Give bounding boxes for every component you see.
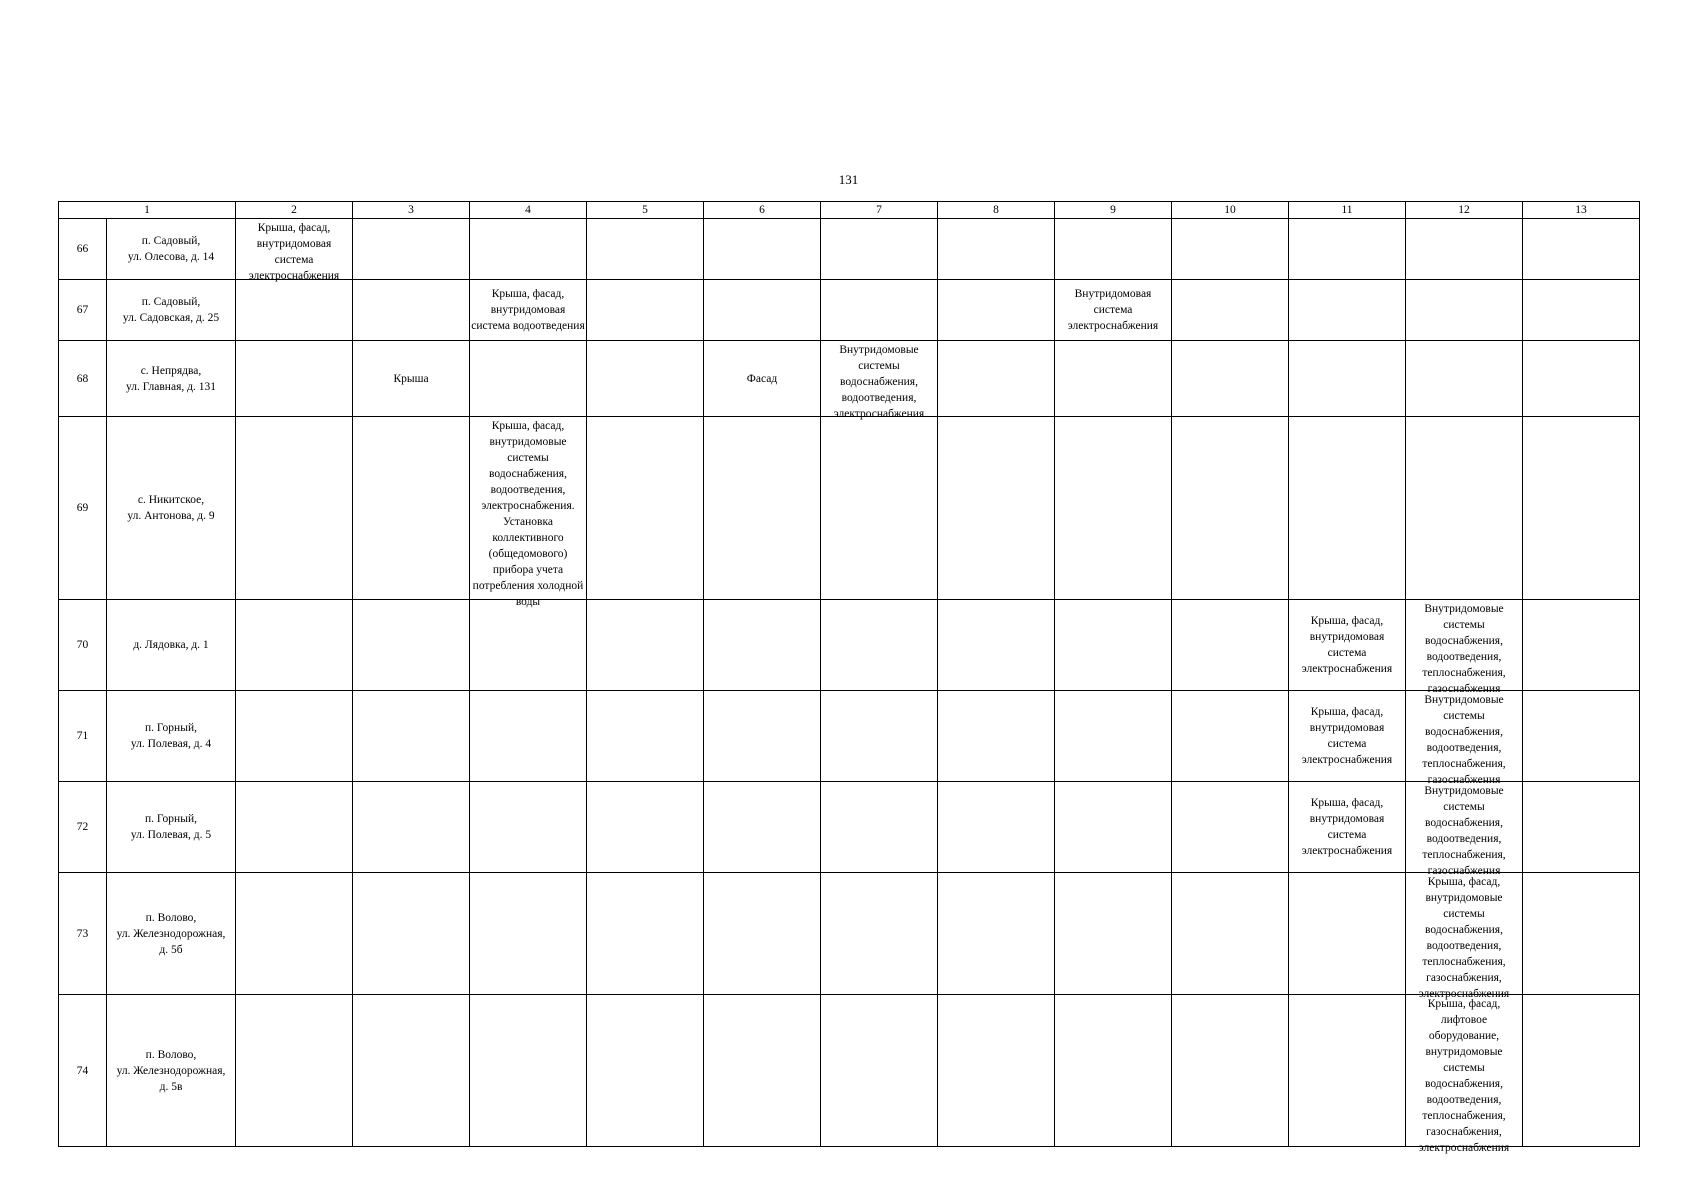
work-cell <box>1172 873 1289 995</box>
address-cell: с. Никитское, ул. Антонова, д. 9 <box>107 417 236 600</box>
work-cell <box>1523 600 1640 691</box>
table-row <box>59 417 1640 600</box>
column-header: 11 <box>1289 202 1406 219</box>
work-cell <box>587 995 704 1147</box>
row-number: 70 <box>59 600 107 691</box>
work-cell <box>587 782 704 873</box>
work-cell <box>1406 782 1523 877</box>
work-cell <box>1406 873 1523 1000</box>
work-cell <box>821 873 938 995</box>
column-header: 9 <box>1055 202 1172 219</box>
work-text: Фасад <box>746 372 778 385</box>
table-row <box>59 873 1640 995</box>
work-cell <box>704 691 821 782</box>
work-cell <box>938 219 1055 280</box>
table-row <box>59 782 1640 873</box>
column-header: 4 <box>470 202 587 219</box>
work-cell <box>821 280 938 341</box>
work-cell <box>938 691 1055 782</box>
work-cell <box>938 280 1055 341</box>
work-text: Внутридомовая система электроснабжения <box>1067 288 1159 332</box>
work-text: Крыша, фасад, внутридомовая система электроснабжения <box>1301 615 1393 675</box>
row-number: 66 <box>59 219 107 280</box>
work-cell <box>704 280 821 341</box>
work-cell <box>1055 280 1172 341</box>
work-text: Крыша, фасад, лифтовое оборудование, внутридомовые системы водоснабжения, водоотведения, теплоснабжения, газоснабжения, электроснабжения <box>1418 997 1510 1154</box>
work-text: Крыша, фасад, внутридомовая система электроснабжения <box>1301 706 1393 766</box>
page-number: 131 <box>838 172 859 187</box>
work-cell <box>236 691 353 782</box>
work-cell <box>821 417 938 600</box>
work-cell <box>353 417 470 600</box>
work-text: Крыша, фасад, внутридомовые системы водоснабжения, водоотведения, электроснабжения. Установка коллективного (общедомового) прибора учета потребления холодной воды <box>472 419 584 608</box>
work-text: Крыша <box>393 372 429 385</box>
work-cell <box>1406 280 1523 341</box>
header-row <box>59 202 1640 219</box>
work-cell <box>470 417 587 608</box>
column-header: 12 <box>1406 202 1523 219</box>
work-cell <box>470 782 587 873</box>
work-cell <box>1523 691 1640 782</box>
work-cell <box>1289 219 1406 280</box>
address-cell: с. Непрядва, ул. Главная, д. 131 <box>107 341 236 417</box>
work-cell <box>821 782 938 873</box>
work-cell <box>704 873 821 995</box>
column-header: 10 <box>1172 202 1289 219</box>
work-cell <box>821 995 938 1147</box>
work-cell <box>587 691 704 782</box>
work-cell <box>470 691 587 782</box>
work-cell <box>1289 995 1406 1147</box>
work-text: Крыша, фасад, внутридомовые системы водоснабжения, водоотведения, теплоснабжения, газоснабжения, электроснабжения <box>1418 875 1510 1000</box>
work-text: Крыша, фасад, внутридомовая система водоотведения <box>471 288 585 332</box>
row-number: 71 <box>59 691 107 782</box>
work-cell <box>1523 782 1640 873</box>
work-cell <box>938 417 1055 600</box>
repair-schedule-table <box>58 201 1640 1154</box>
work-cell <box>938 873 1055 995</box>
work-cell <box>938 995 1055 1147</box>
work-cell <box>1172 341 1289 417</box>
work-cell <box>236 219 353 280</box>
work-cell <box>938 341 1055 417</box>
work-cell <box>1523 280 1640 341</box>
work-cell <box>353 691 470 782</box>
work-cell <box>353 219 470 280</box>
work-cell <box>587 219 704 280</box>
work-cell <box>704 341 821 417</box>
work-text: Внутридомовые системы водоснабжения, водоотведения, электроснабжения <box>833 343 925 420</box>
work-cell <box>1055 782 1172 873</box>
work-cell <box>1172 280 1289 341</box>
work-cell <box>236 341 353 417</box>
work-cell <box>704 782 821 873</box>
row-number: 74 <box>59 995 107 1147</box>
work-cell <box>353 782 470 873</box>
address-cell: п. Садовый, ул. Садовская, д. 25 <box>107 280 236 341</box>
column-header: 7 <box>821 202 938 219</box>
work-cell <box>821 691 938 782</box>
address-cell: п. Волово, ул. Железнодорожная, д. 5в <box>107 995 236 1147</box>
work-text: Внутридомовые системы водоснабжения, водоотведения, теплоснабжения, газоснабжения <box>1422 602 1506 695</box>
work-cell <box>353 995 470 1147</box>
work-cell <box>1406 995 1523 1154</box>
work-cell <box>353 341 470 417</box>
work-cell <box>353 280 470 341</box>
address-cell: п. Горный, ул. Полевая, д. 4 <box>107 691 236 782</box>
address-cell: п. Волово, ул. Железнодорожная, д. 5б <box>107 873 236 995</box>
work-cell <box>587 600 704 691</box>
work-cell <box>1055 417 1172 600</box>
work-cell <box>938 600 1055 691</box>
work-cell <box>470 219 587 280</box>
work-cell <box>1406 417 1523 600</box>
work-cell <box>236 600 353 691</box>
work-cell <box>236 873 353 995</box>
work-cell <box>1055 873 1172 995</box>
work-cell <box>236 280 353 341</box>
column-header: 13 <box>1523 202 1640 219</box>
work-cell <box>1406 600 1523 695</box>
work-cell <box>1406 219 1523 280</box>
table-row <box>59 341 1640 417</box>
work-cell <box>236 782 353 873</box>
work-cell <box>470 280 587 341</box>
work-cell <box>1289 341 1406 417</box>
row-number: 69 <box>59 417 107 600</box>
work-cell <box>1172 782 1289 873</box>
work-cell <box>1406 691 1523 786</box>
row-number: 72 <box>59 782 107 873</box>
work-cell <box>1523 995 1640 1147</box>
work-cell <box>470 600 587 691</box>
column-header: 6 <box>704 202 821 219</box>
row-number: 67 <box>59 280 107 341</box>
work-cell <box>1172 691 1289 782</box>
column-header: 1 <box>59 202 236 219</box>
work-cell <box>1406 341 1523 417</box>
column-header: 2 <box>236 202 353 219</box>
table-row <box>59 280 1640 341</box>
column-header: 8 <box>938 202 1055 219</box>
work-cell <box>587 417 704 600</box>
work-cell <box>587 341 704 417</box>
work-cell <box>821 600 938 691</box>
work-cell <box>1523 873 1640 995</box>
work-cell <box>1172 600 1289 691</box>
table-row <box>59 600 1640 691</box>
work-cell <box>470 873 587 995</box>
work-cell <box>353 873 470 995</box>
table-row <box>59 691 1640 782</box>
work-cell <box>1289 782 1406 873</box>
work-cell <box>704 600 821 691</box>
address-cell: п. Садовый, ул. Олесова, д. 14 <box>107 219 236 280</box>
work-text: Крыша, фасад, внутридомовая система электроснабжения <box>248 221 340 282</box>
work-cell <box>1055 691 1172 782</box>
row-number: 68 <box>59 341 107 417</box>
work-cell <box>1055 995 1172 1147</box>
work-cell <box>1289 417 1406 600</box>
work-cell <box>1289 873 1406 995</box>
work-cell <box>1523 341 1640 417</box>
work-cell <box>1055 341 1172 417</box>
work-cell <box>821 219 938 280</box>
work-cell <box>587 873 704 995</box>
work-cell <box>1172 995 1289 1147</box>
work-cell <box>1055 600 1172 691</box>
work-cell <box>236 417 353 600</box>
column-header: 5 <box>587 202 704 219</box>
work-cell <box>704 995 821 1147</box>
work-cell <box>704 219 821 280</box>
work-cell <box>1172 417 1289 600</box>
work-cell <box>821 341 938 420</box>
work-cell <box>353 600 470 691</box>
work-cell <box>938 782 1055 873</box>
work-cell <box>236 995 353 1147</box>
work-text: Внутридомовые системы водоснабжения, водоотведения, теплоснабжения, газоснабжения <box>1422 693 1506 786</box>
work-cell <box>587 280 704 341</box>
table-body <box>59 202 1640 1154</box>
work-cell <box>1055 219 1172 280</box>
address-cell: д. Лядовка, д. 1 <box>107 600 236 691</box>
work-cell <box>470 995 587 1147</box>
work-cell <box>1289 280 1406 341</box>
table-row <box>59 219 1640 280</box>
work-text: Крыша, фасад, внутридомовая система электроснабжения <box>1301 797 1393 857</box>
work-cell <box>1523 219 1640 280</box>
address-cell: п. Горный, ул. Полевая, д. 5 <box>107 782 236 873</box>
work-cell <box>704 417 821 600</box>
work-cell <box>1289 600 1406 691</box>
work-text: Внутридомовые системы водоснабжения, водоотведения, теплоснабжения, газоснабжения <box>1422 784 1506 877</box>
column-header: 3 <box>353 202 470 219</box>
work-cell <box>470 341 587 417</box>
work-cell <box>1289 691 1406 782</box>
row-number: 73 <box>59 873 107 995</box>
work-cell <box>1172 219 1289 280</box>
table-row <box>59 995 1640 1147</box>
work-cell <box>1523 417 1640 600</box>
